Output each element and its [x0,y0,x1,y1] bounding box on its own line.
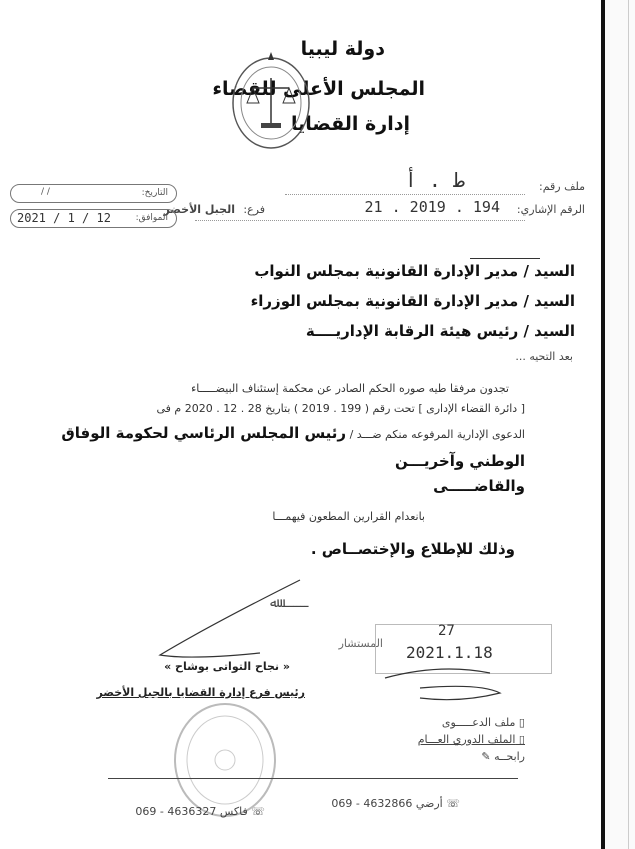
date-label: التاريخ: [141,188,168,198]
file-number-label: ملف رقم: [538,180,585,193]
body-line-5: والقاضـــــى [433,477,525,495]
footer-fax: ☏ فاكس 069 - 4636327 [135,805,265,818]
greeting: بعد التحيه ... [515,350,573,363]
body-line-1: تجدون مرفقا طيه صوره الحكم الصادر عن محكمة إستئناف البيضـــــاء [191,382,509,395]
copy-attachment: رابحــه ✎ [481,750,525,763]
branch-label: فرع: [243,203,265,216]
reference-label: الرقم الإشاري: [516,203,585,216]
date-box [10,184,177,203]
recipient-1: السيد / مدير الإدارة القانونية بمجلس النواب [254,262,575,280]
emblem-icon [225,48,317,158]
council-name: المجلس الأعلى للقضاء [212,78,425,100]
corresponding-date-box [10,209,177,228]
stamp-number: 27 [438,623,455,639]
body-line-6: بانعدام القرارين المطعون فيهمـــا [272,510,425,523]
date-value: / / [41,187,50,197]
reference-line [195,220,525,221]
signatory-name: « نجاح التواتى بوشاح » [164,660,290,673]
body-line-2: [ دائرة القضاء الإدارى ] تحت رقم ( 199 . 2019 ) بتاريخ 28 . 12 . 2020 م فى [156,402,525,415]
corresponding-value: 12 / 1 / 2021 [17,211,111,225]
branch-value: الجبل الأخضر [163,203,235,216]
reference-value: 21 . 2019 . 194 [364,198,500,216]
official-seal [170,700,280,820]
recipient-2: السيد / مدير الإدارة القانونية بمجلس الوزراء [250,292,575,310]
initials-stroke [380,658,510,703]
file-number-value: ط . أ [404,168,465,192]
body-line-4: الوطني وآخريـــن [395,452,525,470]
stamp-date: 2021.1.18 [406,643,493,662]
recipient-3: السيد / رئيس هيئة الرقابة الإداريــــة [305,322,575,340]
corresponding-label: الموافق: [135,213,168,223]
footer-phone: ☏ أرضي 069 - 4632866 [331,797,460,810]
file-number-line [285,194,525,195]
signature-stroke [150,575,310,665]
department-name: إدارة القضايا [291,113,410,135]
body-line-3: الدعوى الإدارية المرفوعه منكم ضـــد / رئيس المجلس الرئاسي لحكومة الوفاق [61,424,525,442]
body-line-7: وذلك للإطلاع والإختصــاص . [310,540,515,558]
scan-edge [628,0,629,849]
signatory-position: رئيس فرع إدارة القضايا بالجبل الأخضر [96,686,305,699]
calligraphy-seal: ـــــــ ﷲ [270,596,309,611]
copy-case-file: ▯ ملف الدعـــــوى [441,716,525,729]
footer-divider [108,778,518,779]
copy-general-file: ▯ الملف الدوري العـــام [417,733,525,746]
signature-title: المستشار [338,637,383,650]
underline-stroke [470,258,540,259]
state-name: دولة ليبيا [300,38,385,60]
